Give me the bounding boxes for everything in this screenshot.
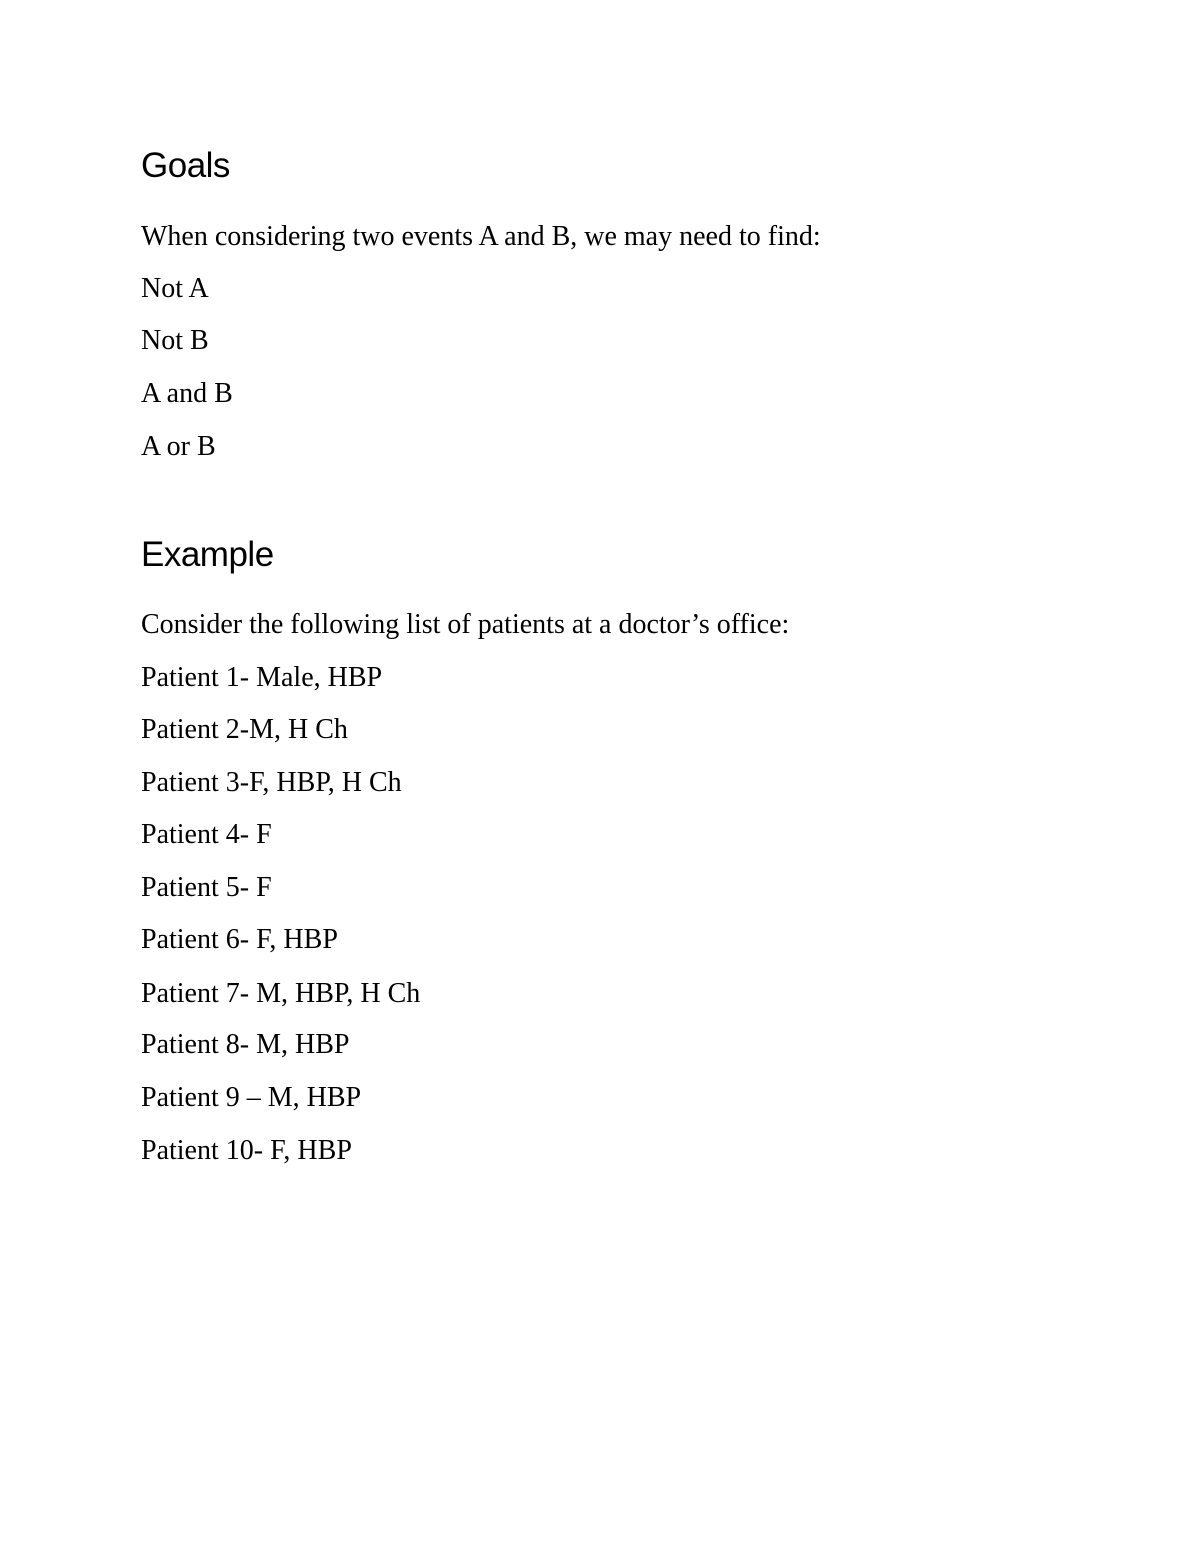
patient-line: Patient 6- F, HBP: [141, 924, 338, 955]
section-heading-goals: Goals: [141, 146, 230, 185]
patient-line: Patient 9 – M, HBP: [141, 1082, 362, 1113]
goals-item: Not B: [141, 325, 209, 356]
goals-intro: When considering two events A and B, we may need to find:: [141, 221, 821, 252]
patient-line: Patient 3-F, HBP, H Ch: [141, 767, 402, 798]
patient-line: Patient 2-M, H Ch: [141, 714, 348, 745]
patient-line: Patient 1- Male, HBP: [141, 662, 383, 693]
patient-line: Patient 4- F: [141, 819, 272, 850]
goals-item: Not A: [141, 273, 209, 304]
patient-line: Patient 5- F: [141, 872, 272, 903]
goals-item: A or B: [141, 431, 216, 462]
goals-item: A and B: [141, 378, 233, 409]
example-intro: Consider the following list of patients at a doctor’s office:: [141, 609, 790, 640]
patient-line: Patient 7- M, HBP, H Ch: [141, 978, 421, 1009]
patient-line: Patient 10- F, HBP: [141, 1135, 352, 1166]
patient-line: Patient 8- M, HBP: [141, 1029, 350, 1060]
section-heading-example: Example: [141, 535, 274, 574]
